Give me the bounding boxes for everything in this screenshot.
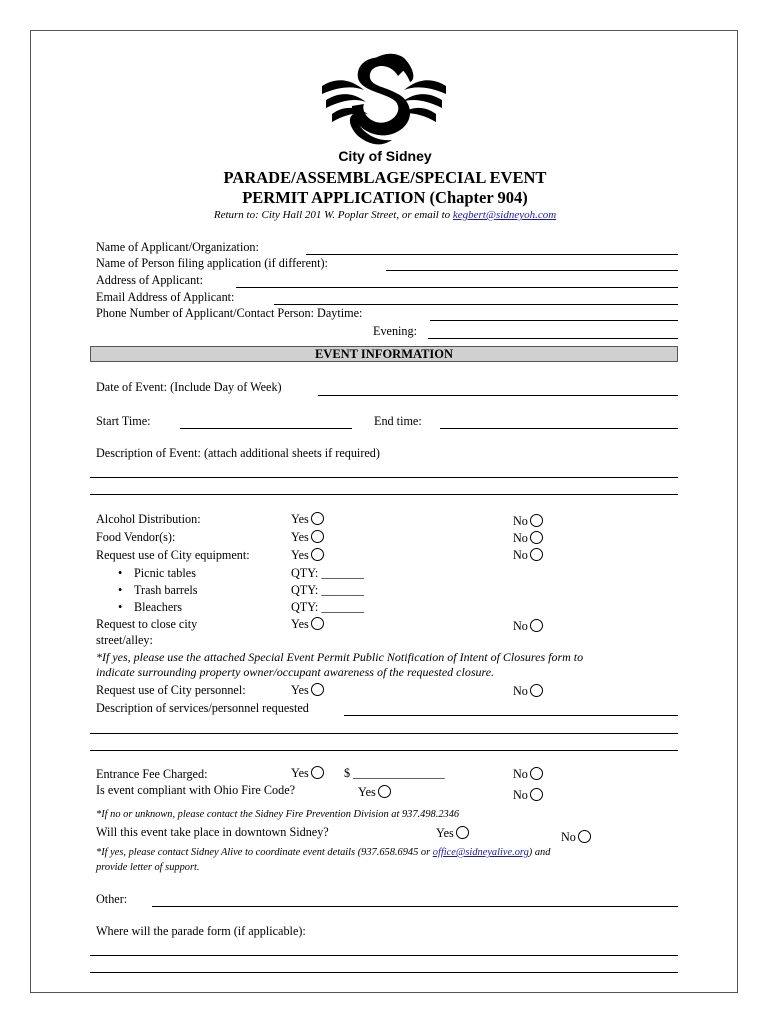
no-label: No xyxy=(513,684,528,698)
entrance-fee-no-radio[interactable] xyxy=(530,767,543,780)
personnel-no-radio[interactable] xyxy=(530,684,543,697)
return-email-link[interactable]: kegbert@sidneyoh.com xyxy=(452,209,557,221)
downtown-no[interactable] xyxy=(561,830,591,844)
address-label: Address of Applicant: xyxy=(96,273,203,287)
fire-code-label: Is event compliant with Ohio Fire Code? xyxy=(96,783,296,797)
picnic-tables-label: Picnic tables xyxy=(134,566,196,580)
downtown-note-line1 xyxy=(96,846,550,859)
close-street-no[interactable] xyxy=(513,619,543,633)
food-no-radio[interactable] xyxy=(530,531,543,544)
phone-label: Phone Number of Applicant/Contact Person: Daytime: xyxy=(96,306,363,320)
evening-label: Evening: xyxy=(373,324,418,338)
picnic-qty[interactable]: QTY: _______ xyxy=(291,566,365,580)
other-label: Other: xyxy=(96,892,128,906)
sidney-alive-email-link[interactable]: office@sidneyalive.org xyxy=(432,847,529,858)
fire-code-yes[interactable] xyxy=(358,785,391,799)
bleachers-qty[interactable]: QTY: _______ xyxy=(291,600,365,614)
yes-label: Yes xyxy=(291,683,309,697)
fire-code-no[interactable] xyxy=(513,788,543,802)
yes-label: Yes xyxy=(291,548,309,562)
equipment-yes[interactable] xyxy=(291,548,324,562)
personnel-label: Request use of City personnel: xyxy=(96,683,246,697)
yes-label: Yes xyxy=(291,512,309,526)
close-street-no-radio[interactable] xyxy=(530,619,543,632)
no-label: No xyxy=(561,830,576,844)
equipment-label: Request use of City equipment: xyxy=(96,548,250,562)
event-description-line1[interactable] xyxy=(90,477,678,478)
no-label: No xyxy=(513,514,528,528)
fire-code-no-radio[interactable] xyxy=(530,788,543,801)
bleachers-label: Bleachers xyxy=(134,600,183,614)
food-no[interactable] xyxy=(513,531,543,545)
close-street-yes[interactable] xyxy=(291,617,324,631)
closure-note-line2: indicate surrounding property owner/occupant awareness of the requested closure. xyxy=(96,665,495,679)
event-date-label: Date of Event: (Include Day of Week) xyxy=(96,380,282,394)
picnic-tables-item: • Picnic tables xyxy=(118,566,196,580)
personnel-no[interactable] xyxy=(513,684,543,698)
downtown-label: Will this event take place in downtown Sidney? xyxy=(96,825,329,839)
equipment-yes-radio[interactable] xyxy=(311,548,324,561)
event-description-label: Description of Event: (attach additional sheets if required) xyxy=(96,446,380,460)
no-label: No xyxy=(513,531,528,545)
alcohol-yes[interactable] xyxy=(291,512,324,526)
end-time-label: End time: xyxy=(374,414,422,428)
services-label: Description of services/personnel requested xyxy=(96,701,309,715)
form-title-line2: PERMIT APPLICATION (Chapter 904) xyxy=(242,188,528,207)
services-line2[interactable] xyxy=(90,733,678,734)
filer-name-label: Name of Person filing application (if different): xyxy=(96,256,328,270)
email-field[interactable] xyxy=(274,304,678,305)
city-of-sidney-logo xyxy=(318,46,450,150)
entrance-fee-no[interactable] xyxy=(513,767,543,781)
event-description-line2[interactable] xyxy=(90,494,678,495)
personnel-yes-radio[interactable] xyxy=(311,683,324,696)
yes-label: Yes xyxy=(358,785,376,799)
food-yes-radio[interactable] xyxy=(311,530,324,543)
services-line3[interactable] xyxy=(90,750,678,751)
no-label: No xyxy=(513,788,528,802)
trash-barrels-label: Trash barrels xyxy=(134,583,198,597)
parade-form-line2[interactable] xyxy=(90,972,678,973)
fire-note: *If no or unknown, please contact the Sidney Fire Prevention Division at 937.498.2346 xyxy=(96,809,460,820)
no-label: No xyxy=(513,548,528,562)
start-time-label: Start Time: xyxy=(96,414,151,428)
downtown-note-text: *If yes, please contact Sidney Alive to coordinate event details (937.658.6945 or xyxy=(96,847,433,858)
filer-name-field[interactable] xyxy=(386,270,678,271)
equipment-no[interactable] xyxy=(513,548,543,562)
yes-label: Yes xyxy=(291,530,309,544)
parade-form-label: Where will the parade form (if applicable): xyxy=(96,924,306,938)
form-title-line1: PARADE/ASSEMBLAGE/SPECIAL EVENT xyxy=(223,168,547,187)
food-yes[interactable] xyxy=(291,530,324,544)
return-to-line xyxy=(0,209,770,221)
trash-qty[interactable]: QTY: _______ xyxy=(291,583,365,597)
fire-code-yes-radio[interactable] xyxy=(378,785,391,798)
close-street-yes-radio[interactable] xyxy=(311,617,324,630)
other-field[interactable] xyxy=(152,906,678,907)
alcohol-yes-radio[interactable] xyxy=(311,512,324,525)
city-name: City of Sidney xyxy=(338,148,432,164)
food-label: Food Vendor(s): xyxy=(96,530,176,544)
equipment-no-radio[interactable] xyxy=(530,548,543,561)
closure-note-line1: *If yes, please use the attached Special Event Permit Public Notification of Intent of Closures form to xyxy=(96,650,584,664)
event-date-field[interactable] xyxy=(318,395,678,396)
applicant-name-label: Name of Applicant/Organization: xyxy=(96,240,259,254)
downtown-yes[interactable] xyxy=(436,826,469,840)
downtown-no-radio[interactable] xyxy=(578,830,591,843)
yes-label: Yes xyxy=(291,766,309,780)
event-information-heading: EVENT INFORMATION xyxy=(90,346,678,362)
entrance-fee-yes[interactable] xyxy=(291,766,324,780)
services-field[interactable] xyxy=(344,715,678,716)
return-to-text: Return to: City Hall 201 W. Poplar Street, or email to xyxy=(213,209,453,221)
downtown-note-end: ) and xyxy=(528,847,551,858)
phone-daytime-field[interactable] xyxy=(430,320,678,321)
phone-evening-field[interactable] xyxy=(428,338,678,339)
alcohol-no[interactable] xyxy=(513,514,543,528)
alcohol-no-radio[interactable] xyxy=(530,514,543,527)
parade-form-line1[interactable] xyxy=(90,955,678,956)
close-street-label-2: street/alley: xyxy=(96,633,153,647)
end-time-field[interactable] xyxy=(440,428,678,429)
address-field[interactable] xyxy=(236,287,678,288)
downtown-note-line2: provide letter of support. xyxy=(96,862,200,873)
no-label: No xyxy=(513,767,528,781)
personnel-yes[interactable] xyxy=(291,683,324,697)
alcohol-label: Alcohol Distribution: xyxy=(96,512,201,526)
entrance-fee-yes-radio[interactable] xyxy=(311,766,324,779)
yes-label: Yes xyxy=(291,617,309,631)
entrance-fee-label: Entrance Fee Charged: xyxy=(96,767,208,781)
yes-label: Yes xyxy=(436,826,454,840)
downtown-yes-radio[interactable] xyxy=(456,826,469,839)
applicant-name-field[interactable] xyxy=(306,254,678,255)
trash-barrels-item: • Trash barrels xyxy=(118,583,198,597)
bleachers-item: • Bleachers xyxy=(118,600,183,614)
email-label: Email Address of Applicant: xyxy=(96,290,235,304)
entrance-fee-amount[interactable]: $ _______________ xyxy=(344,766,445,780)
close-street-label-1: Request to close city xyxy=(96,617,198,631)
start-time-field[interactable] xyxy=(180,428,352,429)
no-label: No xyxy=(513,619,528,633)
